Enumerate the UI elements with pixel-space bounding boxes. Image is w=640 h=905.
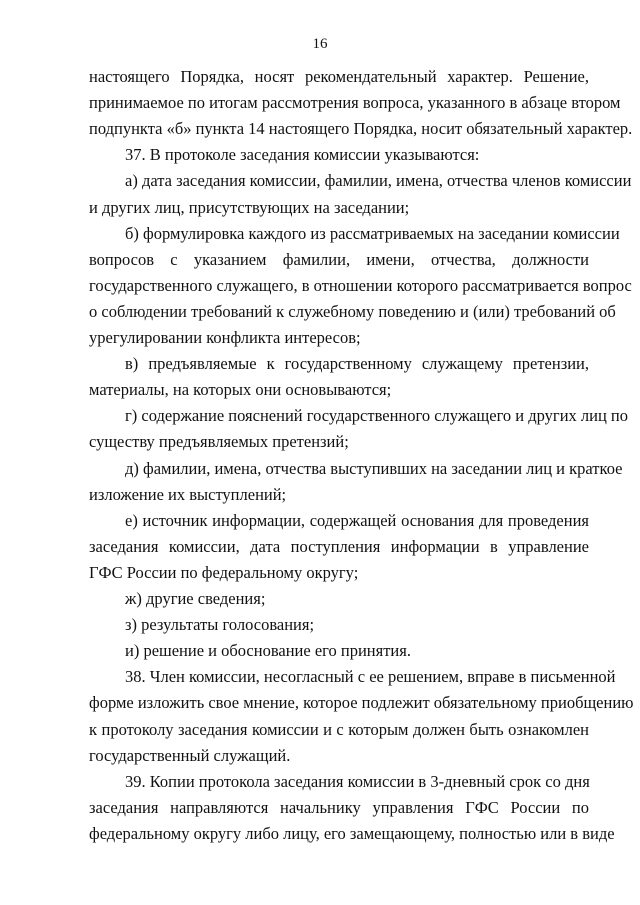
text-line: а) дата заседания комиссии, фамилии, имена, отчества членов комиссии xyxy=(125,171,632,191)
text-line: форме изложить свое мнение, которое подлежит обязательному приобщению xyxy=(89,693,634,713)
text-line: к протоколу заседания комиссии и с которым должен быть ознакомлен xyxy=(89,719,589,739)
text-line: г) содержание пояснений государственного служащего и других лиц по xyxy=(125,406,629,426)
text-line: ГФС России по федеральному округу; xyxy=(89,562,359,582)
text-line: заседания комиссии, дата поступления информации в управление xyxy=(89,536,589,556)
text-line: б) формулировка каждого из рассматриваемых на заседании комиссии xyxy=(125,223,620,243)
text-line: принимаемое по итогам рассмотрения вопроса, указанного в абзаце втором xyxy=(89,93,621,113)
text-line: д) фамилии, имена, отчества выступивших на заседании лиц и краткое xyxy=(125,458,623,478)
text-line: существу предъявляемых претензий; xyxy=(89,432,349,452)
text-line: материалы, на которых они основываются; xyxy=(89,380,392,400)
text-line: и других лиц, присутствующих на заседании; xyxy=(89,197,410,217)
text-line: и) решение и обоснование его принятия. xyxy=(125,641,411,661)
text-line: заседания направляются начальнику управления ГФС России по xyxy=(89,797,589,817)
text-line: вопросов с указанием фамилии, имени, отчества, должности xyxy=(89,249,589,269)
text-line: государственный служащий. xyxy=(89,745,291,765)
text-line: государственного служащего, в отношении которого рассматривается вопрос xyxy=(89,275,632,295)
text-line: урегулировании конфликта интересов; xyxy=(89,328,361,347)
page-number: 16 xyxy=(312,36,328,52)
text-line: в) предъявляемые к государственному служащему претензии, xyxy=(125,354,589,374)
text-line: настоящего Порядка, носят рекомендательный характер. Решение, xyxy=(89,67,589,86)
text-line: ж) другие сведения; xyxy=(125,589,266,608)
text-line: о соблюдении требований к служебному поведению и (или) требований об xyxy=(89,301,616,321)
text-line: подпункта «б» пункта 14 настоящего Порядка, носит обязательный характер. xyxy=(89,119,633,139)
text-line: 39. Копии протокола заседания комиссии в 3-дневный срок со дня xyxy=(125,771,590,791)
text-line: федеральному округу либо лицу, его замещающему, полностью или в виде xyxy=(89,823,615,843)
text-line: изложение их выступлений; xyxy=(89,484,287,504)
text-line: 37. В протоколе заседания комиссии указываются: xyxy=(125,145,480,165)
text-line: е) источник информации, содержащей основания для проведения xyxy=(125,510,589,530)
text-line: з) результаты голосования; xyxy=(125,615,315,635)
text-line: 38. Член комиссии, несогласный с ее решением, вправе в письменной xyxy=(125,667,616,687)
